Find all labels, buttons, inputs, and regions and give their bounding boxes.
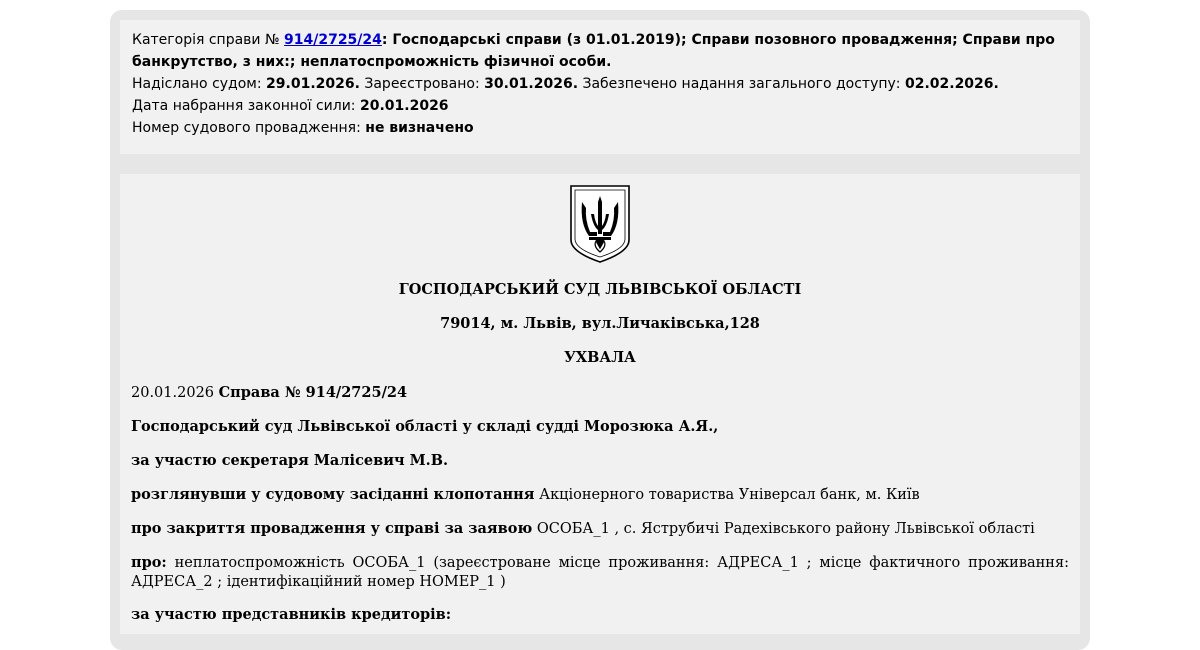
registered-value: 30.01.2026. bbox=[484, 76, 579, 92]
motion-line bbox=[131, 485, 1069, 505]
creditors-line bbox=[131, 605, 1069, 625]
court-composition-text: Господарський суд Львівської області у складі судді Морозюка А.Я., bbox=[131, 418, 719, 435]
court-title: ГОСПОДАРСЬКИЙ СУД ЛЬВІВСЬКОЇ ОБЛАСТІ bbox=[398, 281, 802, 298]
subject-paragraph bbox=[131, 553, 1069, 592]
force-date-value: 20.01.2026 bbox=[359, 98, 449, 114]
sent-value: 29.01.2026. bbox=[266, 76, 360, 92]
subject-text: неплатоспроможність ОСОБА_1 (зареєстроване місце проживання: АДРЕСА_1 ; місце фактичного проживання: АДРЕСА_2 ; ідентифікаційний номер НОМЕР_1 ) bbox=[131, 555, 1069, 590]
closure-line bbox=[131, 519, 1069, 539]
case-info-panel bbox=[120, 20, 1080, 154]
secretary-text: за участю секретаря Малісевич М.В. bbox=[131, 452, 449, 469]
proceeding-label: Номер судового провадження: bbox=[132, 120, 361, 136]
closure-text: ОСОБА_1 , с. Яструбичі Радехівського району Львівської області bbox=[532, 521, 1035, 537]
category-row bbox=[132, 29, 1068, 73]
motion-text: Акціонерного товариства Універсал банк, м. Київ bbox=[534, 487, 920, 503]
case-number-link[interactable]: 914/2725/24 bbox=[284, 32, 382, 48]
force-date-row bbox=[132, 95, 1068, 117]
subject-bold: про: bbox=[131, 554, 167, 571]
document-type: УХВАЛА bbox=[564, 349, 636, 366]
document-date: 20.01.2026 bbox=[131, 385, 215, 401]
category-value: : Господарські справи (з 01.01.2019); Справи позовного провадження; Справи про банкрутство, з них:; неплатоспроможність фізичної особи. bbox=[132, 32, 1055, 70]
creditors-text: за участю представників кредиторів: bbox=[131, 606, 452, 623]
proceeding-row bbox=[132, 117, 1068, 139]
case-number: Справа № 914/2725/24 bbox=[218, 384, 408, 401]
category-label: Категорія справи № bbox=[132, 32, 280, 48]
motion-bold: розглянувши у судовому засіданні клопотання bbox=[131, 486, 535, 503]
access-label: Забезпечено надання загального доступу: bbox=[582, 76, 901, 92]
document-body bbox=[120, 174, 1080, 634]
secretary-line bbox=[131, 451, 1069, 471]
registered-label: Зареєстровано: bbox=[364, 76, 480, 92]
court-composition bbox=[131, 417, 1069, 437]
force-date-label: Дата набрання законної сили: bbox=[132, 98, 356, 114]
access-value: 02.02.2026. bbox=[904, 76, 999, 92]
dates-row bbox=[132, 73, 1068, 95]
trident-emblem-icon bbox=[569, 184, 631, 264]
closure-bold: про закриття провадження у справі за заявою bbox=[131, 520, 533, 537]
sent-label: Надіслано судом: bbox=[132, 76, 262, 92]
date-case-line bbox=[131, 383, 1069, 403]
court-address: 79014, м. Львів, вул.Личаківська,128 bbox=[440, 315, 760, 332]
proceeding-value: не визначено bbox=[365, 120, 474, 136]
